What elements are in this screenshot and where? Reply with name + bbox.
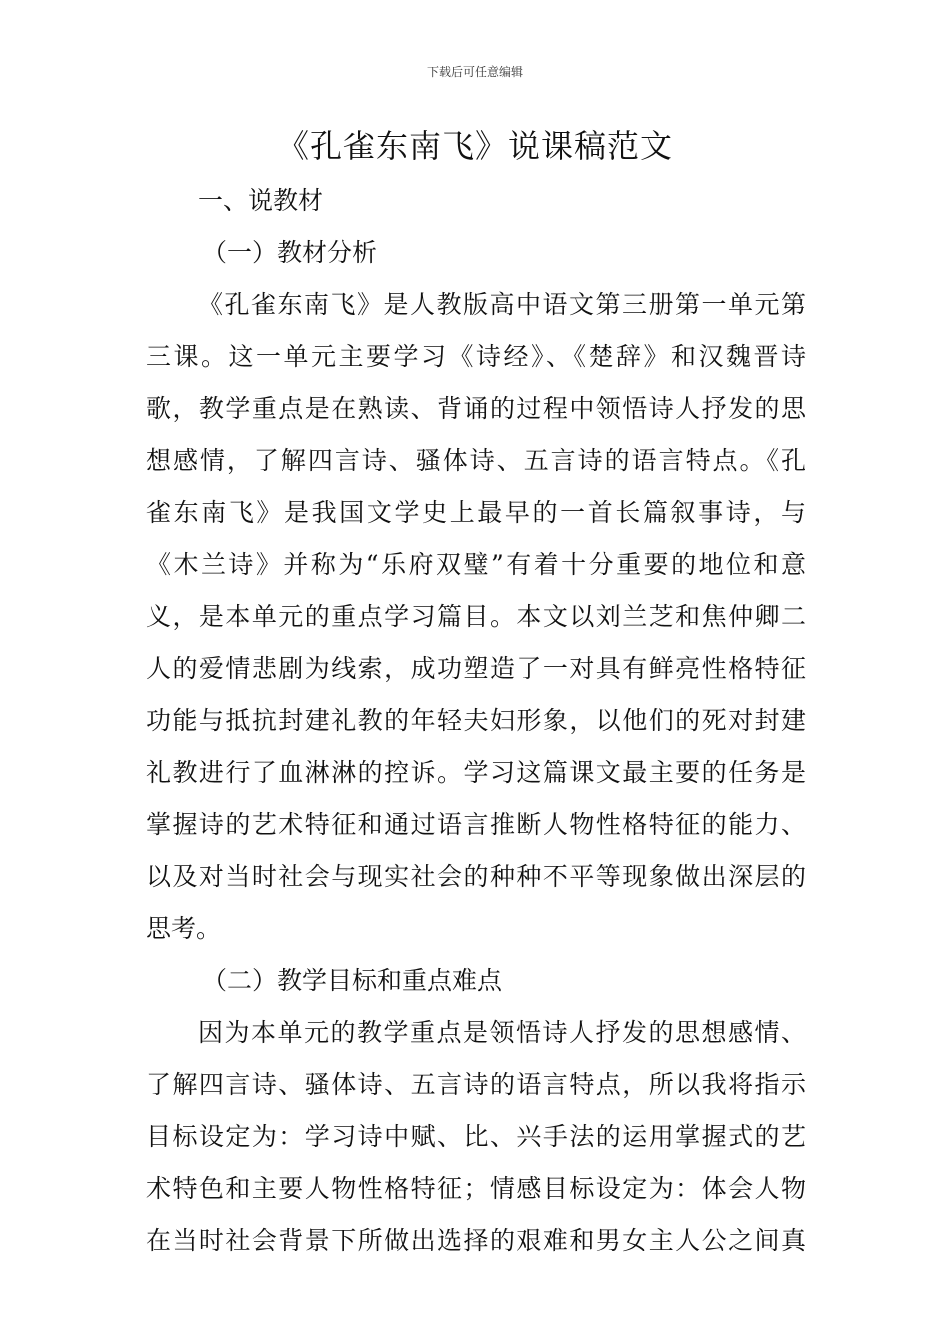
text-line: 思考。 [146,914,222,943]
text-line: 一、说教材 [198,186,324,215]
text-line: 想感情，了解四言诗、骚体诗、五言诗的语言特点。《孔 [146,446,806,475]
text-line: 人的爱情悲剧为线索，成功塑造了一对具有鲜亮性格特征 [146,654,806,683]
text-line: 以及对当时社会与现实社会的种种不平等现象做出深层的 [146,862,806,891]
text-line: 《孔雀东南飞》是人教版高中语文第三册第一单元第 [198,290,806,319]
header-note: 下载后可任意编辑 [426,65,523,79]
text-line: 礼教进行了血淋淋的控诉。学习这篇课文最主要的任务是 [146,758,806,787]
text-line: 三课。这一单元主要学习《诗经》、《楚辞》和汉魏晋诗 [146,342,806,371]
text-line: 《木兰诗》并称为“乐府双璧”有着十分重要的地位和意 [146,550,806,579]
text-line: 术特色和主要人物性格特征；情感目标设定为：体会人物 [146,1174,806,1203]
text-line: 义，是本单元的重点学习篇目。本文以刘兰芝和焦仲卿二 [146,602,806,631]
text-line: 掌握诗的艺术特征和通过语言推断人物性格特征的能力、 [146,810,806,839]
text-line: 功能与抵抗封建礼教的年轻夫妇形象，以他们的死对封建 [146,706,806,735]
text-line: 在当时社会背景下所做出选择的艰难和男女主人公之间真 [146,1226,806,1255]
text-line: 目标设定为：学习诗中赋、比、兴手法的运用掌握式的艺 [146,1122,806,1151]
document-title: 《孔雀东南飞》说课稿范文 [276,127,673,165]
text-line: 雀东南飞》是我国文学史上最早的一首长篇叙事诗，与 [146,498,806,527]
text-line: 了解四言诗、骚体诗、五言诗的语言特点，所以我将指示 [146,1070,806,1099]
document-body [146,175,806,1267]
text-line: （一）教材分析 [202,238,378,267]
text-line: （二）教学目标和重点难点 [202,966,503,995]
text-line: 歌，教学重点是在熟读、背诵的过程中领悟诗人抒发的思 [146,394,806,423]
text-line: 因为本单元的教学重点是领悟诗人抒发的思想感情、 [198,1018,806,1047]
